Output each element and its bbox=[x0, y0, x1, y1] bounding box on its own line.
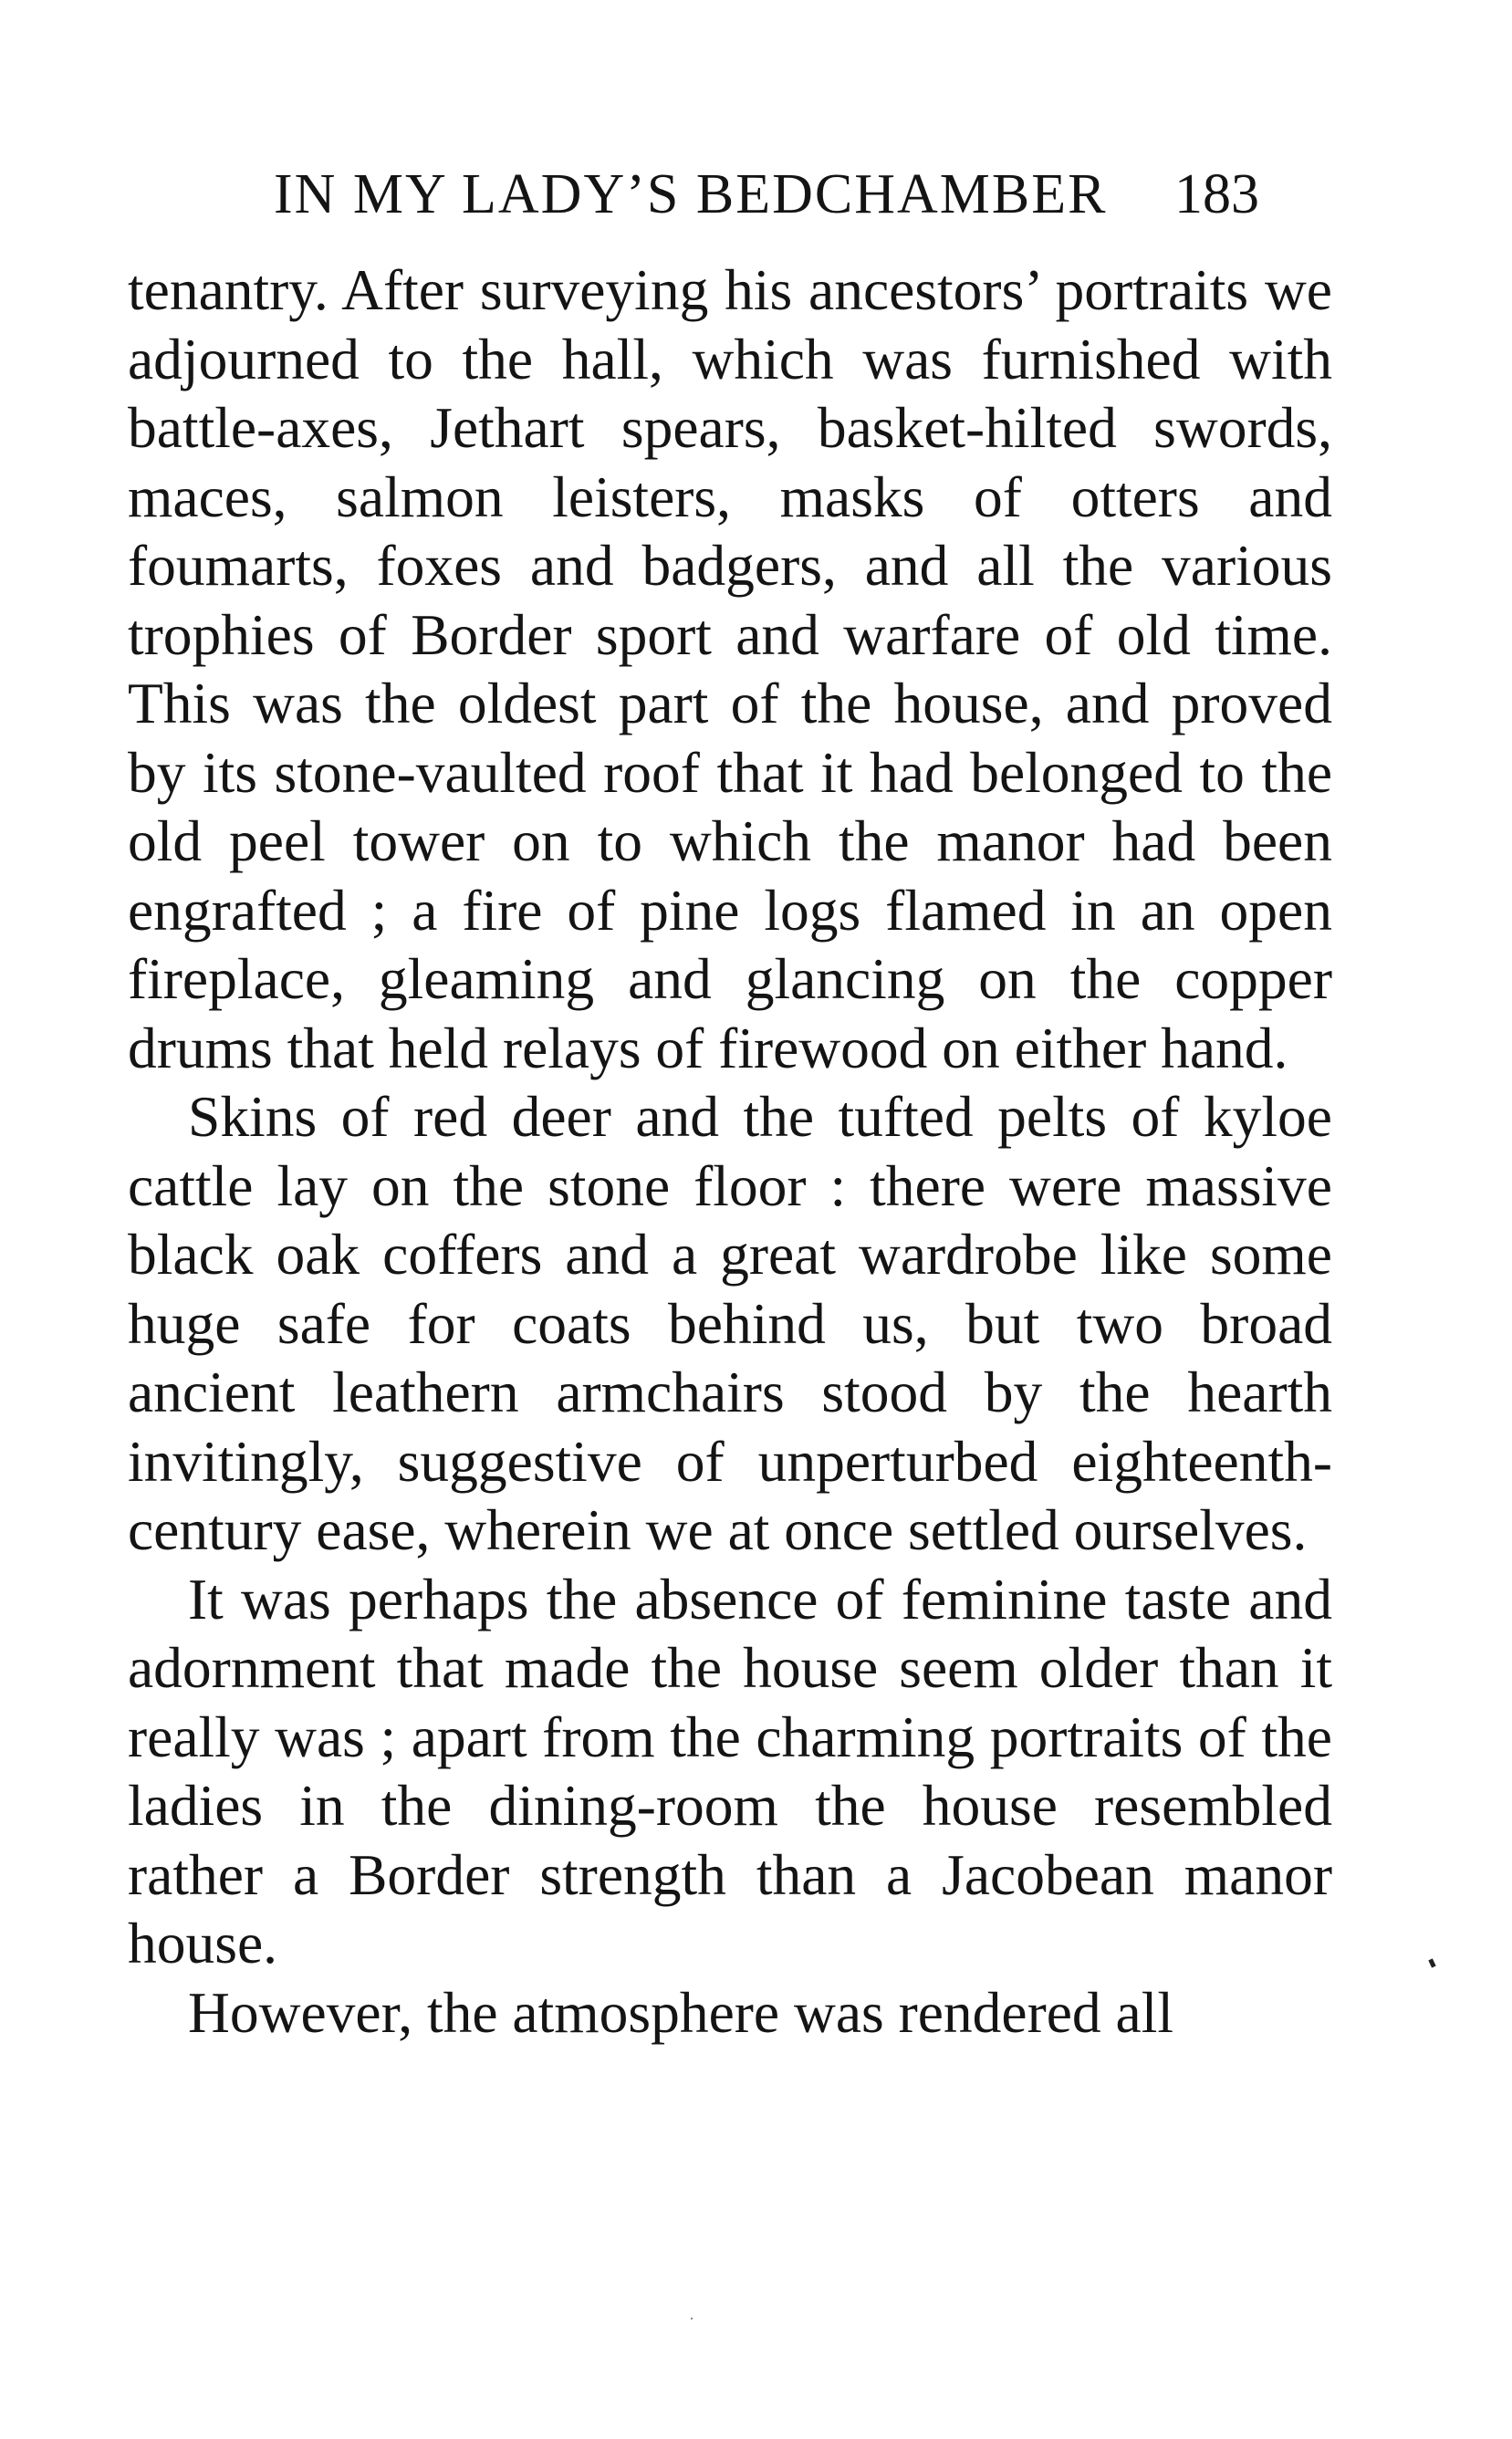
paragraph: However, the atmosphere was rendered all bbox=[188, 1979, 1174, 2045]
ink-speck bbox=[691, 2318, 693, 2319]
page-number: 183 bbox=[1174, 163, 1259, 225]
paragraph: It was perhaps the absence of feminine taste and adornment that made the house seem older than it really was ; apart from the charming portraits of the ladies in the dining-room the house resembled rather a Border strength than a Jacobean manor house. bbox=[128, 1566, 1332, 1975]
paragraph-continued: tenantry. After surveying his ancestors’ portraits we adjourned to the hall, which was furnished with battle-axes, Jethart spears, basket-hilted swords, maces, salmon leisters, masks of otters and foumarts, foxes and badgers, and all the various trophies of Border sport and warfare of old time. This was the oldest part of the house, and proved by its stone-vaulted roof that it had belonged to the old peel tower on to which the manor had been engrafted ; a fire of pine logs flamed in an open fireplace, gleaming and glancing on the copper drums that held relays of firewood on either hand. bbox=[128, 257, 1332, 1080]
ink-speck bbox=[1428, 1958, 1435, 1967]
body-text bbox=[128, 255, 1332, 2047]
running-title: IN MY LADY’S BEDCHAMBER bbox=[274, 163, 1108, 225]
paragraph: Skins of red deer and the tufted pelts of kyloe cattle lay on the stone floor : there were massive black oak coffers and a great wardrobe like some huge safe for coats behind us, but two broad ancient leathern armchairs stood by the hearth invitingly, suggestive of unperturbed eighteenth-century ease, wherein we at once settled ourselves. bbox=[128, 1084, 1332, 1562]
running-header bbox=[128, 146, 1332, 255]
book-page bbox=[128, 146, 1332, 2047]
